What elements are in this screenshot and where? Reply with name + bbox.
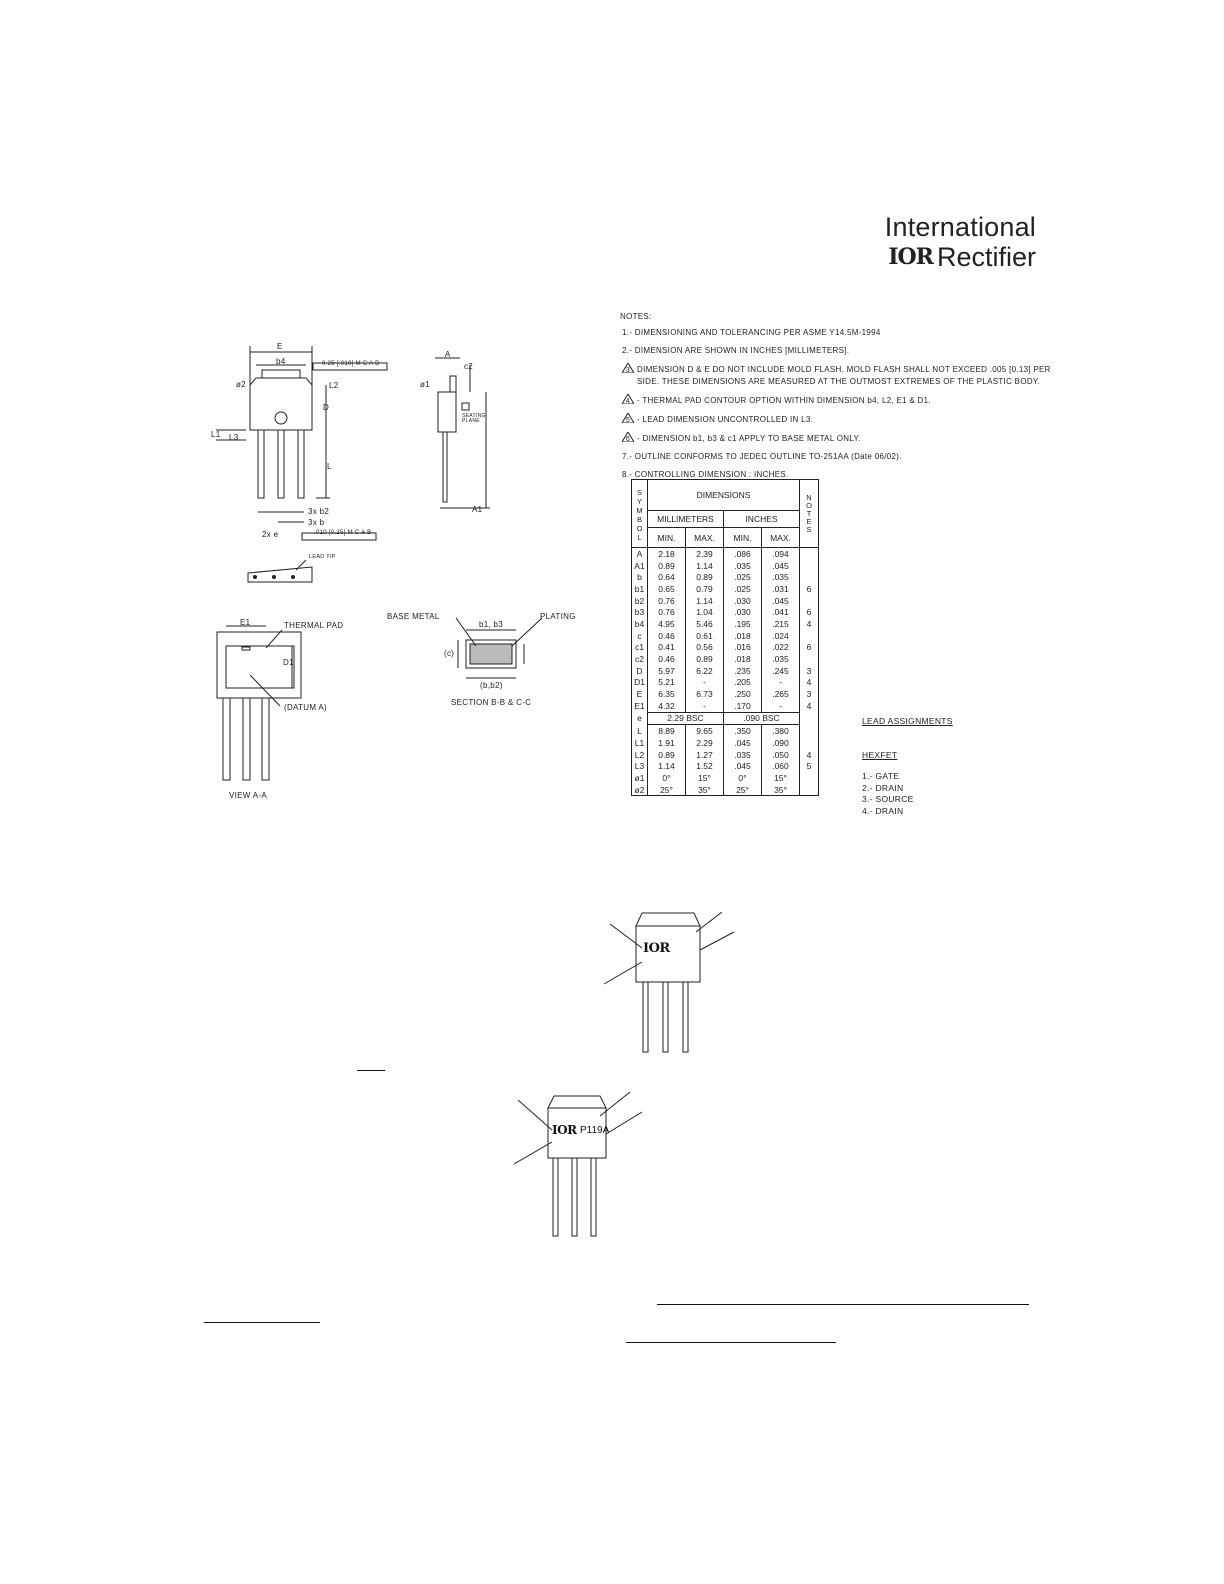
note-flag-number: 3 [625,367,631,373]
cell-in-min: .030 [724,606,762,618]
marking-2-logo: IOR [552,1123,577,1137]
cell-symbol: b1 [632,583,648,595]
lead-item: 1.- GATE [862,771,900,782]
cell-in-bsc: .090 BSC [724,712,800,725]
ior-logo-mark: IOR [888,244,933,270]
cell-note: 4 [800,618,819,630]
label-datum-a: (DATUM A) [284,703,327,712]
cell-mm-max: 9.65 [686,725,724,737]
note-flag-number: 6 [625,436,631,442]
millimeters-header: MILLIMETERS [648,511,724,528]
label-thermal-pad: THERMAL PAD [284,621,344,630]
label-dim-d1: D1 [283,658,294,667]
cell-note: 6 [800,642,819,654]
cell-in-max: .215 [762,618,800,630]
cell-in-max: .035 [762,653,800,665]
cell-in-max: 35° [762,784,800,796]
cell-symbol: c [632,630,648,642]
lead-section-base-metal [470,644,512,664]
cell-symbol: A [632,548,648,560]
marking-1-lead-1 [643,982,648,1052]
cell-mm-max: 0.61 [686,630,724,642]
label-dim-l: L [327,462,332,471]
lead-item: 3.- SOURCE [862,794,914,805]
cell-in-min: .170 [724,700,762,712]
symbol-header: S Y M B O L [632,480,648,548]
lead-front-2 [278,430,284,498]
label-dim-l1: L1 [211,430,221,439]
cell-mm-min: 5.97 [648,665,686,677]
cell-mm-max: 15° [686,772,724,784]
note-text-cont: SIDE. THESE DIMENSIONS ARE MEASURED AT THE OUTMOST EXTREMES OF THE PLASTIC BODY. [637,377,1041,386]
cell-mm-min: 25° [648,784,686,796]
cell-symbol: E [632,688,648,700]
cell-in-min: .045 [724,760,762,772]
lead-rear-3 [262,698,269,780]
label-view-aa: VIEW A-A [229,791,267,800]
cell-symbol: c2 [632,653,648,665]
cell-mm-min: 0.46 [648,653,686,665]
cell-note: 6 [800,606,819,618]
cell-mm-min: 1.91 [648,737,686,749]
cell-symbol: L2 [632,749,648,761]
cell-note: 4 [800,749,819,761]
cell-mm-min: 0° [648,772,686,784]
note-text: - THERMAL PAD CONTOUR OPTION WITHIN DIMENSION b4, L2, E1 & D1. [637,396,931,405]
in-min-header: MIN. [724,528,762,548]
cell-in-max: 15° [762,772,800,784]
cell-mm-min: 0.76 [648,595,686,607]
package-body-side [438,392,456,432]
logo-line-international: International [884,212,1036,242]
cell-mm-max: 1.14 [686,595,724,607]
cell-mm-max: 2.29 [686,737,724,749]
note-item: 7.- OUTLINE CONFORMS TO JEDEC OUTLINE TO-251AA (Date 06/02). [622,452,902,461]
note-flag-number: 5 [625,417,631,423]
underline-rule [204,1322,320,1323]
cell-symbol: L1 [632,737,648,749]
mounting-hole-front [275,412,287,424]
marking-2-tab [548,1096,606,1108]
cell-in-min: .205 [724,677,762,689]
cell-mm-min: 6.35 [648,688,686,700]
cell-mm-max: 6.73 [686,688,724,700]
note-item: 8.- CONTROLLING DIMENSION : INCHES. [622,470,789,479]
cell-mm-max: 1.27 [686,749,724,761]
marking-2-lead-2 [572,1158,577,1236]
cell-mm-max: 0.89 [686,653,724,665]
label-tol-1: 0.25 [.010] M C A B [322,361,380,367]
cell-mm-min: 0.89 [648,560,686,572]
cell-mm-max: - [686,677,724,689]
cell-mm-max: 0.56 [686,642,724,654]
cell-symbol: ø1 [632,772,648,784]
lead-rear-2 [243,698,250,780]
marking-1-logo: IOR [643,941,670,956]
cell-in-min: .086 [724,548,762,560]
cell-in-min: .018 [724,653,762,665]
cell-mm-min: 0.41 [648,642,686,654]
label-tol-2: .010 [0.25] M C A B [314,530,372,536]
logo-rectifier-text: Rectifier [936,242,1036,272]
lead-rear-1 [223,698,230,780]
label-dim-b4: b4 [276,357,286,366]
cell-in-max: - [762,677,800,689]
cell-in-min: .025 [724,571,762,583]
label-dim-l3: L3 [229,433,239,442]
cell-mm-min: 0.46 [648,630,686,642]
cell-in-min: .016 [724,642,762,654]
notes-title: NOTES: [620,312,652,321]
label-c-paren: (c) [444,649,455,658]
cell-symbol: b4 [632,618,648,630]
label-b1-b3: b1, b3 [479,620,504,629]
label-dim-e1: E1 [240,618,251,627]
cell-in-min: 25° [724,784,762,796]
cell-in-max: - [762,700,800,712]
label-section: SECTION B-B & C-C [451,698,532,707]
cell-mm-max: 2.39 [686,548,724,560]
cell-symbol: b [632,571,648,583]
label-dim-l2: L2 [329,381,339,390]
cell-in-max: .050 [762,749,800,761]
label-lead-tip: LEAD TIP [309,554,336,560]
cell-in-max: .022 [762,642,800,654]
note-flag-number: 4 [625,398,631,404]
cell-symbol: c1 [632,642,648,654]
cell-in-min: .045 [724,737,762,749]
cell-note: 3 [800,665,819,677]
cell-note: 6 [800,583,819,595]
cell-in-min: .030 [724,595,762,607]
cell-in-max: .045 [762,560,800,572]
cell-mm-min: 5.21 [648,677,686,689]
cell-note: 3 [800,688,819,700]
cell-in-min: .195 [724,618,762,630]
cell-in-max: .024 [762,630,800,642]
cell-mm-min: 8.89 [648,725,686,737]
label-b-b2: (b,b2) [480,681,503,690]
dimensions-header: DIMENSIONS [648,480,800,511]
cell-symbol: D [632,665,648,677]
note-text: - LEAD DIMENSION UNCONTROLLED IN L3. [637,415,814,424]
cell-mm-min: 4.95 [648,618,686,630]
lead-item: 2.- DRAIN [862,782,904,793]
label-dim-a1: A1 [472,505,483,514]
label-3x-b: 3x b [308,518,325,527]
cell-symbol: e [632,712,648,725]
cell-mm-max: 35° [686,784,724,796]
cell-note: 4 [800,677,819,689]
cell-symbol: L3 [632,760,648,772]
note-text: - DIMENSION b1, b3 & c1 APPLY TO BASE METAL ONLY. [637,434,861,443]
cell-mm-max: 0.79 [686,583,724,595]
cell-mm-min: 1.14 [648,760,686,772]
cell-in-max: .380 [762,725,800,737]
label-3x-b2: 3x b2 [308,507,330,516]
in-max-header: MAX. [762,528,800,548]
cell-in-max: .245 [762,665,800,677]
underline-rule [626,1342,836,1343]
marking-2-lead-3 [591,1158,596,1236]
cell-mm-min: 0.89 [648,749,686,761]
underline-rule [657,1304,1029,1305]
cell-mm-max: - [686,700,724,712]
cell-mm-max: 1.04 [686,606,724,618]
cell-symbol: E1 [632,700,648,712]
cell-in-min: .018 [724,630,762,642]
cell-symbol: ø2 [632,784,648,796]
label-dim-e: E [277,342,283,351]
cell-mm-max: 1.14 [686,560,724,572]
cell-mm-max: 5.46 [686,618,724,630]
cell-in-min: .035 [724,560,762,572]
mm-min-header: MIN. [648,528,686,548]
package-tab-front [262,370,300,378]
note-text: DIMENSION D & E DO NOT INCLUDE MOLD FLASH. MOLD FLASH SHALL NOT EXCEED .005 [0.13] PER [637,365,1051,374]
cell-symbol: L [632,725,648,737]
cell-mm-bsc: 2.29 BSC [648,712,724,725]
marking-1-lead-3 [683,982,688,1052]
cell-mm-min: 0.64 [648,571,686,583]
cell-mm-min: 0.65 [648,583,686,595]
lead-tip-view [248,567,312,582]
note-item: 1.- DIMENSIONING AND TOLERANCING PER ASME Y14.5M-1994 [622,328,881,337]
cell-in-max: .060 [762,760,800,772]
lead-item: 4.- DRAIN [862,805,904,816]
label-base-metal: BASE METAL [387,612,440,621]
cell-mm-max: 6.22 [686,665,724,677]
thermal-pad-outline [226,646,294,688]
lead-front-3 [298,430,304,498]
marking-1-tab [636,913,700,926]
cell-in-max: .045 [762,595,800,607]
label-seating-plane: SEATING PLANE [462,413,486,424]
lead-assignments-title: LEAD ASSIGNMENTS [862,716,953,726]
cell-in-min: .235 [724,665,762,677]
package-body-front [250,378,312,430]
underline-rule [357,1070,385,1071]
cell-symbol: D1 [632,677,648,689]
hexfet-title: HEXFET [862,749,898,760]
cell-symbol: b3 [632,606,648,618]
label-dim-a: A [445,350,451,359]
label-phi1: ø1 [420,380,430,389]
cell-in-min: .025 [724,583,762,595]
cell-in-max: .031 [762,583,800,595]
cell-in-max: .094 [762,548,800,560]
cell-in-max: .265 [762,688,800,700]
cell-mm-max: 1.52 [686,760,724,772]
cell-in-min: .250 [724,688,762,700]
label-2x-e: 2x e [262,530,279,539]
mm-max-header: MAX. [686,528,724,548]
inches-header: INCHES [724,511,800,528]
cell-symbol: b2 [632,595,648,607]
cell-in-min: 0° [724,772,762,784]
cell-in-max: .090 [762,737,800,749]
label-phi2: ø2 [236,380,246,389]
marking-1-lead-2 [663,982,668,1052]
label-dim-c2: c2 [464,362,474,371]
marking-2-part-code: P119A [580,1125,610,1136]
lead-front-1 [258,430,264,498]
cell-note: 5 [800,760,819,772]
note-item: 2.- DIMENSION ARE SHOWN IN INCHES [MILLIMETERS]. [622,346,850,355]
notes-header: N O T E S [800,480,819,548]
cell-mm-min: 0.76 [648,606,686,618]
marking-2-lead-1 [553,1158,558,1236]
cell-symbol: A1 [632,560,648,572]
cell-mm-min: 4.32 [648,700,686,712]
cell-mm-max: 0.89 [686,571,724,583]
cell-in-max: .035 [762,571,800,583]
cell-mm-min: 2.18 [648,548,686,560]
cell-in-min: .350 [724,725,762,737]
lead-side [443,432,447,502]
label-plating: PLATING [540,612,576,621]
cell-note: 4 [800,700,819,712]
label-dim-d: D [323,403,330,412]
cell-in-max: .041 [762,606,800,618]
cell-in-min: .035 [724,749,762,761]
